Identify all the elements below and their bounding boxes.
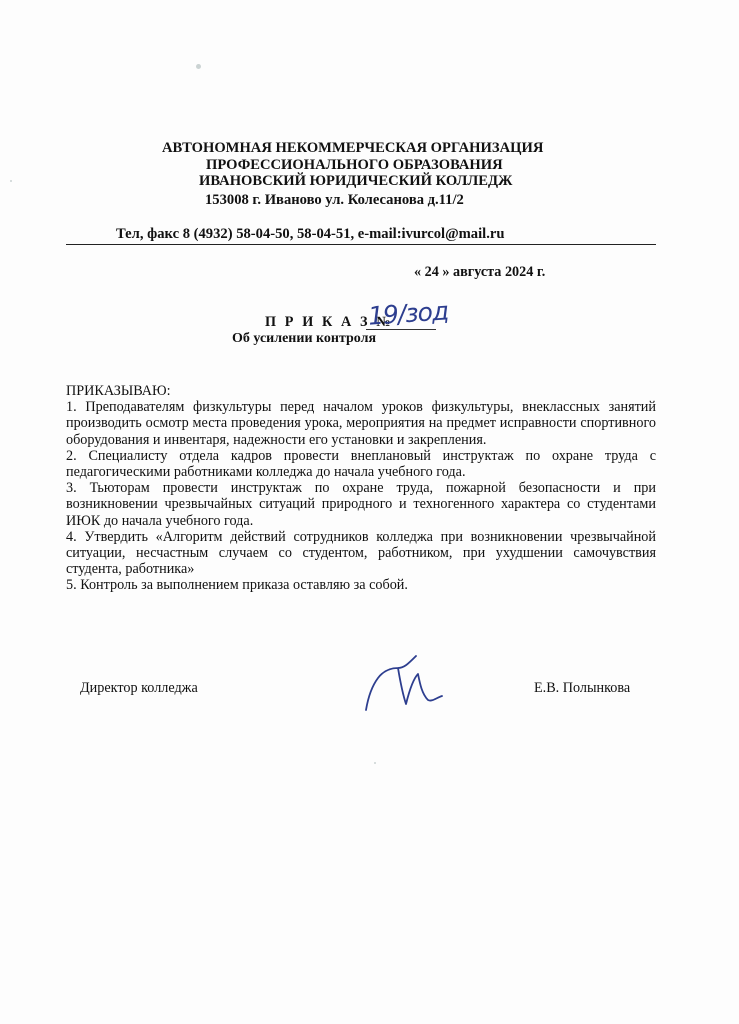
order-body <box>66 383 656 594</box>
order-item-3: 3. Тьюторам провести инструктаж по охране труда, пожарной безопасности и при возникновении чрезвычайных ситуаций природного и техногенного характера со студентами ИЮК до начала учебного года. <box>66 480 656 529</box>
order-number-handwritten: 19/зод <box>367 296 450 331</box>
org-address: 153008 г. Иваново ул. Колесанова д.11/2 <box>205 192 464 208</box>
org-contacts: Тел, факс 8 (4932) 58-04-50, 58-04-51, e-mail:ivurcol@mail.ru <box>116 226 505 242</box>
org-name-line2: ПРОФЕССИОНАЛЬНОГО ОБРАЗОВАНИЯ <box>206 156 503 173</box>
order-title: П Р И К А З № <box>265 314 394 330</box>
signatory-position: Директор колледжа <box>80 680 198 696</box>
header-divider <box>66 244 656 245</box>
order-item-2: 2. Специалисту отдела кадров провести внеплановый инструктаж по охране труда с педагогическими работниками колледжа до начала учебного года. <box>66 447 656 481</box>
order-item-5: 5. Контроль за выполнением приказа оставляю за собой. <box>66 577 408 594</box>
order-intro: ПРИКАЗЫВАЮ: <box>66 383 171 399</box>
org-name-line1: АВТОНОМНАЯ НЕКОММЕРЧЕСКАЯ ОРГАНИЗАЦИЯ <box>162 140 544 156</box>
scan-speck <box>10 180 12 182</box>
order-item-1: 1. Преподавателям физкультуры перед началом уроков физкультуры, внеклассных занятий производить осмотр места проведения урока, мероприятия на предмет исправности спортивного оборудования и инвентаря, надежности его установки и закрепления. <box>66 399 656 448</box>
order-number-underline <box>366 329 436 330</box>
handwritten-signature-icon <box>358 648 458 718</box>
order-item-4: 4. Утвердить «Алгоритм действий сотрудников колледжа при возникновении чрезвычайной ситуации, несчастным случаем со студентом, работником, при ухудшении самочувствия студента, работника» <box>66 528 656 578</box>
scan-speck <box>374 762 376 764</box>
signatory-name: Е.В. Полынкова <box>534 680 631 696</box>
document-date: « 24 » августа 2024 г. <box>414 264 546 280</box>
order-subtitle: Об усилении контроля <box>232 331 377 346</box>
scan-speck <box>196 64 201 69</box>
org-name-line3: ИВАНОВСКИЙ ЮРИДИЧЕСКИЙ КОЛЛЕДЖ <box>199 173 513 189</box>
